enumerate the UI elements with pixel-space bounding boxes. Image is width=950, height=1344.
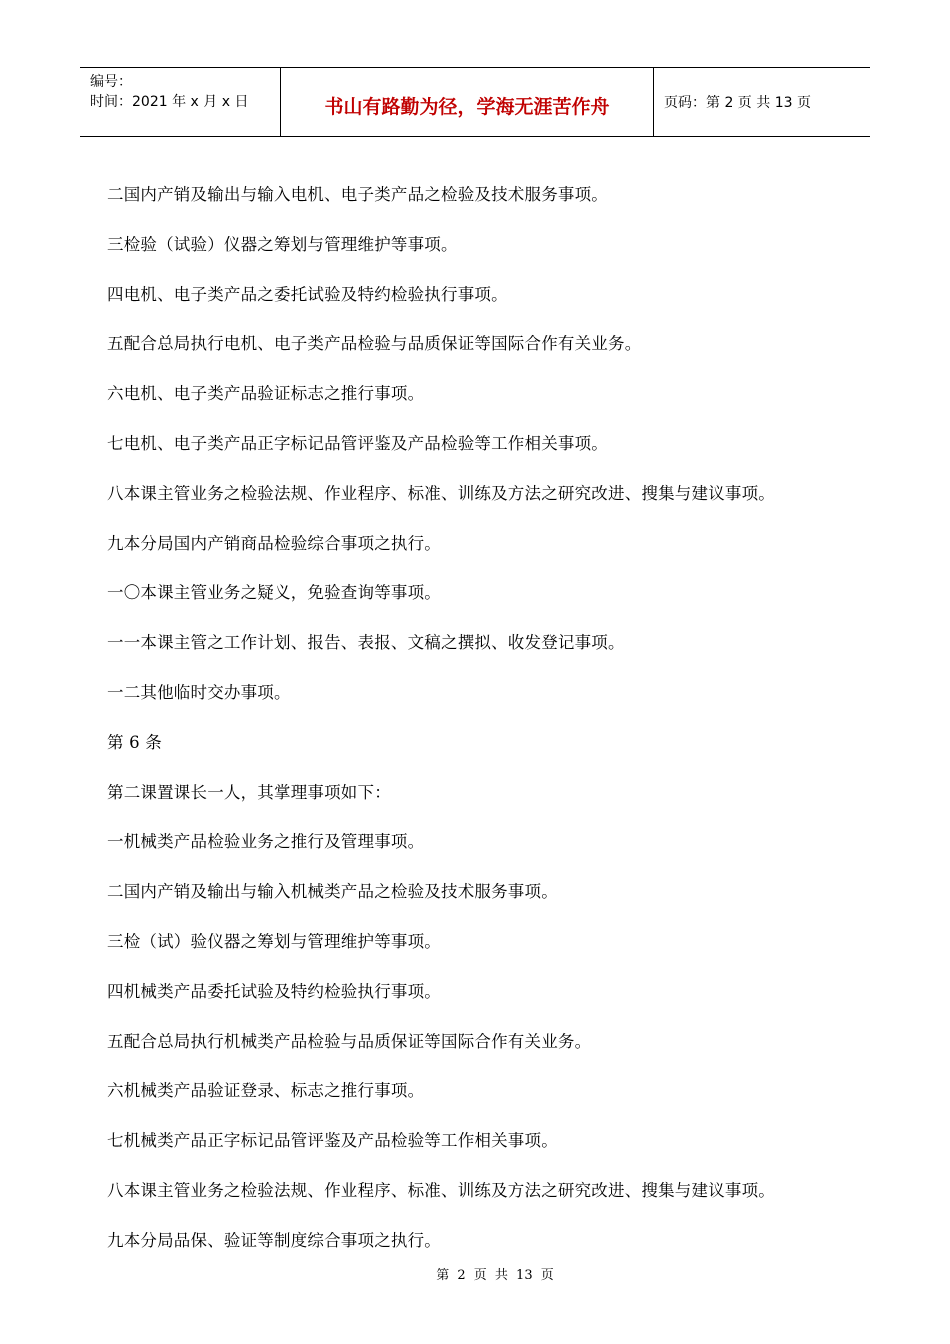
text-line: 三检（试）验仪器之筹划与管理维护等事项。	[107, 931, 441, 951]
document-body	[107, 180, 877, 1276]
text-line: 四机械类产品委托试验及特约检验执行事项。	[107, 981, 441, 1001]
text-line: 一〇本课主管业务之疑义，免验查询等事项。	[107, 583, 441, 603]
text-line: 五配合总局执行电机、电子类产品检验与品质保证等国际合作有关业务。	[107, 334, 642, 354]
page-header	[80, 67, 870, 137]
date-line: 时间：2021 年 x 月 x 日	[90, 94, 249, 110]
text-line: 一机械类产品检验业务之推行及管理事项。	[107, 832, 425, 852]
text-line: 九本分局品保、验证等制度综合事项之执行。	[107, 1230, 441, 1250]
page-footer	[0, 1264, 950, 1283]
header-meta	[80, 68, 281, 136]
article-heading: 第 6 条	[107, 732, 162, 752]
text-line: 三检验（试验）仪器之筹划与管理维护等事项。	[107, 234, 458, 254]
header-page-info: 页码：第 2 页 共 13 页	[664, 95, 811, 111]
serial-label: 编号：	[90, 74, 132, 90]
text-line: 六电机、电子类产品验证标志之推行事项。	[107, 384, 425, 404]
text-line: 七电机、电子类产品正字标记品管评鉴及产品检验等工作相关事项。	[107, 433, 608, 453]
text-line: 二国内产销及输出与输入电机、电子类产品之检验及技术服务事项。	[107, 185, 608, 204]
text-line: 五配合总局执行机械类产品检验与品质保证等国际合作有关业务。	[107, 1031, 592, 1051]
text-line: 第二课置课长一人，其掌理事项如下：	[107, 782, 391, 802]
header-motto: 书山有路勤为径，学海无涯苦作舟	[281, 68, 654, 136]
footer-page-number: 第 2 页 共 13 页	[436, 1268, 554, 1283]
text-line: 七机械类产品正字标记品管评鉴及产品检验等工作相关事项。	[107, 1131, 558, 1151]
text-line: 九本分局国内产销商品检验综合事项之执行。	[107, 533, 441, 553]
text-line: 八本课主管业务之检验法规、作业程序、标准、训练及方法之研究改进、搜集与建议事项。	[107, 483, 775, 503]
text-line: 八本课主管业务之检验法规、作业程序、标准、训练及方法之研究改进、搜集与建议事项。	[107, 1180, 775, 1200]
text-line: 二国内产销及输出与输入机械类产品之检验及技术服务事项。	[107, 882, 558, 902]
text-line: 一一本课主管之工作计划、报告、表报、文稿之撰拟、收发登记事项。	[107, 633, 625, 653]
text-line: 六机械类产品验证登录、标志之推行事项。	[107, 1081, 425, 1101]
text-line: 一二其他临时交办事项。	[107, 682, 291, 702]
text-line: 四电机、电子类产品之委托试验及特约检验执行事项。	[107, 284, 508, 304]
